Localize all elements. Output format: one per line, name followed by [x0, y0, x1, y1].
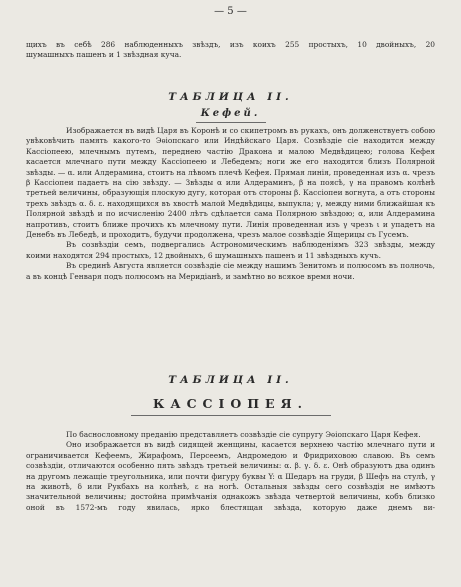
section2-title: КАССІОПЕЯ. — [153, 396, 308, 411]
section2-body — [26, 430, 435, 513]
section1-header — [26, 91, 435, 103]
section2-header — [26, 374, 435, 386]
section1-rule — [196, 122, 266, 123]
section1-paragraph-3: Въ срединѣ Августа является созвѣздіе сіе между нашимъ Зенитомъ и полюсомъ въ полночь, а въ концѣ Генваря подъ полюсомъ на Меридіанѣ, и замѣтно во всякое время ночи. — [26, 261, 435, 281]
page-number: — 5 — — [214, 6, 247, 17]
section1-table-label: ТАБЛИЦА II. — [168, 91, 293, 103]
section1-paragraph-1: Изображается въ видѣ Царя въ Коронѣ и со скипетромъ въ рукахъ, онъ долженствуетъ собою увѣковѣчить память какого-то Эѳіопскаго или Индѣйскаго Царя. Созвѣздіе сіе находится между Кассіопеею, млечнымъ путемъ, переднею частію Дракона и малою Медвѣдицею; голова Кефея касается млечнаго пути между Кассіопеею и Лебедемъ; ноги же его находятся близъ Полярной звѣзды. — α. или Алдерамина, стоитъ на лѣвомъ плечѣ Кефея. Прямая линія, проведенная изъ α. чрезъ β Кассіопеи падаетъ на сію звѣзду. — Звѣзды α или Алдераминъ, β на поясѣ, γ на правомъ колѣнѣ третьей величины, образующія плоскую дугу, которая отъ стороны β. Кассіопеи вогнута, а отъ стороны трехъ звѣздъ α. δ. ε. находящихся въ хвостѣ малой Медвѣдицы, выпукла; γ, между ними ближайшая къ Полярной звѣздѣ и по исчисленію 2400 лѣтъ сдѣлается сама Полярною звѣздою; α, или Алдерамина напротивъ, стоитъ ближе прочихъ къ млечному пути. Линія проведенная изъ γ чрезъ ι и упадетъ на Денебъ въ Лебедѣ, и проходитъ, будучи продолжена, чрезъ малое созвѣздіе Ящерицы съ Гусемъ. — [26, 126, 435, 240]
section2-paragraph-2: Оно изображается въ видѣ сидящей женщины, касается верхнею частію млечнаго пути и ограничивается Кефеемъ, Жирафомъ, Персеемъ, Андромедою и Фридриховою славою. Въ семъ созвѣздіи, отличаются особенно пять звѣздъ третьей величины: α. β. γ. δ. ε. Онѣ образуютъ два одинъ на другомъ лежащіе треугольника, или почти фигуру буквы Y: α Шедаръ на груди, β Шефъ на стулѣ, γ на животѣ, δ или Рукбахъ на колѣнѣ, ε на ногѣ. Остальныя звѣзды сего созвѣздія не имѣютъ значительной величины; достойна примѣчанія однакожъ звѣзда четвертой величины, кобъ близко оной въ 1572-мъ году явилась, ярко блестящая звѣзда, которую даже днемъ ви- — [26, 440, 435, 512]
section1-name-wrap — [26, 108, 435, 123]
section2-name-wrap — [26, 396, 435, 416]
section2-rule — [131, 415, 331, 416]
section1-title: Кефей. — [200, 108, 261, 119]
section2-table-label: ТАБЛИЦА II. — [168, 374, 293, 386]
section1-body — [26, 126, 435, 282]
section2-paragraph-1: По баснословному преданію представляетъ созвѣздіе сіе супругу Эѳіопскаго Царя Кефея. — [66, 430, 421, 439]
intro-line-2: шумашныхъ пашенъ и 1 звѣздная куча. — [26, 50, 182, 60]
intro-text — [26, 40, 435, 61]
intro-line-1: щихъ въ себѣ 286 наблюденныхъ звѣздъ, изъ коихъ 255 простыхъ, 10 двойныхъ, 20 — [26, 40, 435, 49]
section1-paragraph-2: Въ созвѣздіи семъ, подвергались Астрономическимъ наблюденіямъ 323 звѣзды, между коими находятся 294 простыхъ, 12 двойныхъ, 6 шумашныхъ пашенъ и 11 звѣздныхъ кучъ. — [26, 240, 435, 260]
